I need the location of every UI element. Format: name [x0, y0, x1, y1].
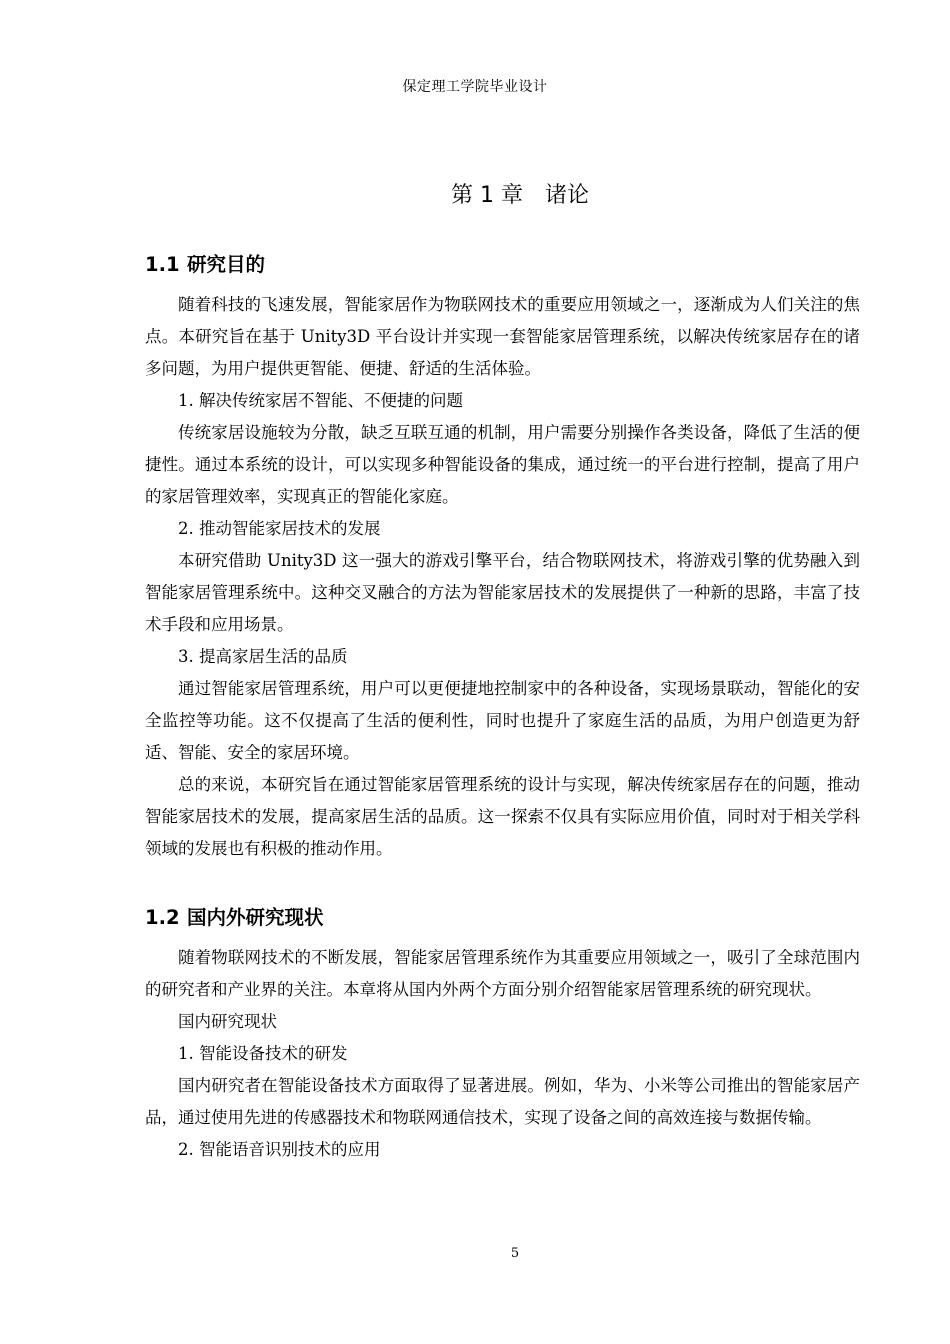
paragraph: 通过智能家居管理系统，用户可以更便捷地控制家中的各种设备，实现场景联动，智能化的安全监控等功能。这不仅提高了生活的便利性，同时也提升了家庭生活的品质，为用户创造更为舒适、智能、安全的家居环境。: [145, 679, 860, 762]
list-item-title: 1. 智能设备技术的研发: [178, 1044, 348, 1063]
section-number: 1.1: [145, 253, 180, 276]
list-item-title: 1. 解决传统家居不智能、不便捷的问题: [178, 391, 463, 410]
list-item-title: 2. 智能语音识别技术的应用: [178, 1140, 381, 1159]
paragraph: 传统家居设施较为分散，缺乏互联互通的机制，用户需要分别操作各类设备，降低了生活的便捷性。通过本系统的设计，可以实现多种智能设备的集成，通过统一的平台进行控制，提高了用户的家居管理效率，实现真正的智能化家庭。: [145, 423, 860, 506]
section-title: 国内外研究现状: [187, 906, 324, 929]
list-item-title: 3. 提高家居生活的品质: [178, 647, 348, 666]
section-1-2: [145, 902, 860, 1166]
section-heading: [145, 249, 860, 281]
list-item-title: 2. 推动智能家居技术的发展: [178, 519, 381, 538]
paragraph: 随着物联网技术的不断发展，智能家居管理系统作为其重要应用领域之一，吸引了全球范围内的研究者和产业界的关注。本章将从国内外两个方面分别介绍智能家居管理系统的研究现状。: [145, 948, 860, 999]
section-1-1: [145, 249, 860, 865]
section-number: 1.2: [145, 906, 180, 929]
section-heading: [145, 902, 860, 934]
paragraph: 随着科技的飞速发展，智能家居作为物联网技术的重要应用领域之一，逐渐成为人们关注的焦点。本研究旨在基于 Unity3D 平台设计并实现一套智能家居管理系统，以解决传统家居存在的诸多问题，为用户提供更智能、便捷、舒适的生活体验。: [145, 295, 860, 378]
subsection-label: 国内研究现状: [178, 1012, 277, 1031]
paragraph: 总的来说，本研究旨在通过智能家居管理系统的设计与实现，解决传统家居存在的问题，推动智能家居技术的发展，提高家居生活的品质。这一探索不仅具有实际应用价值，同时对于相关学科领域的发展也有积极的推动作用。: [145, 775, 860, 858]
page-header: 保定理工学院毕业设计: [402, 79, 548, 95]
chapter-number: 第 1 章: [451, 183, 523, 208]
paragraph: 国内研究者在智能设备技术方面取得了显著进展。例如，华为、小米等公司推出的智能家居产品，通过使用先进的传感器技术和物联网通信技术，实现了设备之间的高效连接与数据传输。: [145, 1076, 860, 1127]
chapter-heading: [0, 178, 950, 209]
section-title: 研究目的: [187, 253, 266, 276]
paragraph: 本研究借助 Unity3D 这一强大的游戏引擎平台，结合物联网技术，将游戏引擎的优势融入到智能家居管理系统中。这种交叉融合的方法为智能家居技术的发展提供了一种新的思路，丰富了技术手段和应用场景。: [145, 551, 860, 634]
chapter-title: 诸论: [544, 183, 589, 208]
page-number: 5: [510, 1246, 520, 1261]
